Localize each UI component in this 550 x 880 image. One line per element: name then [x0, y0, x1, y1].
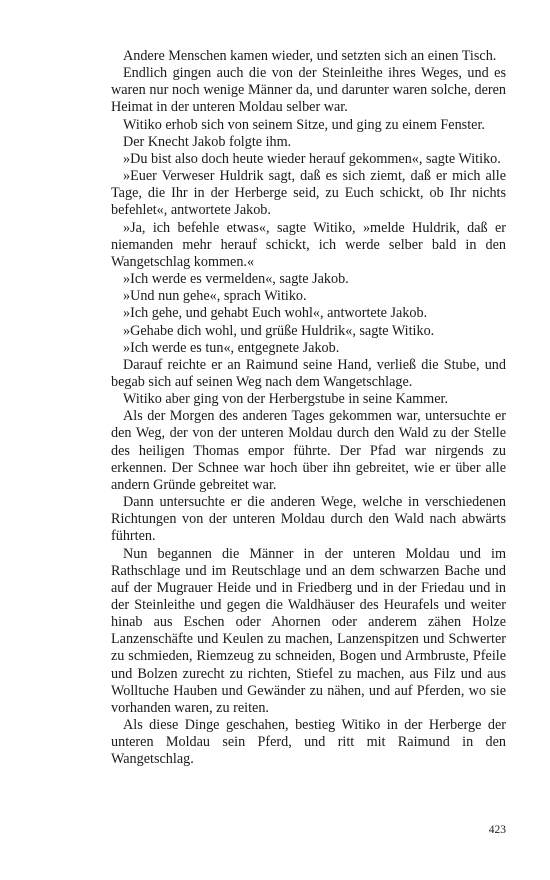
- paragraph: »Gehabe dich wohl, und grüße Huldrik«, sagte Witiko.: [123, 322, 435, 339]
- page-body-text: [111, 48, 506, 769]
- paragraph: Witiko aber ging von der Herbergstube in seine Kammer.: [123, 391, 448, 408]
- paragraph: Nun begannen die Männer in der unteren Moldau und im Rathschlage und im Reutschlage und an dem schwarzen Bache und auf der Mugrauer Heide und in Friedberg und in der Friedau und in der Steinleithe und gegen die Waldhäuser des Heurafels und weiter hinab aus Eschen oder Ahornen oder anderem zähen Holze Lanzenschäfte und Keulen zu machen, Lanzenspitzen und Schwerter zu schmieden, Riemzeug zu schneiden, Bogen und Armbruste, Pfeile und Bolzen zurecht zu richten, Stiefel zu machen, aus Filz und aus Wolltuche Hauben und Gewänder zu nähen, und auf Pferden, wo sie vorhanden waren, zu reiten.: [111, 545, 506, 716]
- paragraph: Endlich gingen auch die von der Steinleithe ihres Weges, und es waren nur noch wenige Männer da, und darunter waren solche, deren Heimat in der unteren Moldau selber war.: [111, 65, 506, 116]
- paragraph: Darauf reichte er an Raimund seine Hand, verließ die Stube, und begab sich auf seinen Weg nach dem Wangetschlage.: [111, 356, 506, 390]
- paragraph: Dann untersuchte er die anderen Wege, welche in verschiedenen Richtungen von der unteren Moldau durch den Wald nach abwärts führten.: [111, 494, 506, 545]
- paragraph: »Euer Verweser Huldrik sagt, daß es sich ziemt, daß er mich alle Tage, die Ihr in der Herberge seid, zu Euch schickt, ob Ihr nichts befehlet«, antwortete Jakob.: [111, 168, 506, 219]
- paragraph: »Und nun gehe«, sprach Witiko.: [123, 288, 307, 305]
- paragraph: »Ja, ich befehle etwas«, sagte Witiko, »melde Huldrik, daß er niemanden mehr herauf schickt, ich werde selber bald in den Wangetschlag kommen.«: [111, 219, 506, 270]
- paragraph: Als diese Dinge geschahen, bestieg Witiko in der Herberge der unteren Moldau sein Pferd, und ritt mit Raimund in den Wangetschlag.: [111, 717, 506, 768]
- paragraph: »Ich werde es tun«, entgegnete Jakob.: [123, 339, 340, 356]
- page-number: 423: [488, 824, 506, 836]
- paragraph: Der Knecht Jakob folgte ihm.: [123, 133, 292, 150]
- paragraph: »Ich werde es vermelden«, sagte Jakob.: [123, 271, 349, 288]
- paragraph: Andere Menschen kamen wieder, und setzten sich an einen Tisch.: [123, 48, 497, 64]
- paragraph: Als der Morgen des anderen Tages gekommen war, untersuchte er den Weg, der von der unteren Moldau durch den Wald zu der Stelle des heiligen Thomas empor führte. Der Pfad war nirgends zu erkennen. Der Schnee war hoch über ihn gebreitet, wie er über alle andern Gründe gebreitet war.: [111, 408, 506, 493]
- paragraph: Witiko erhob sich von seinem Sitze, und ging zu einem Fenster.: [123, 116, 485, 133]
- paragraph: »Ich gehe, und gehabt Euch wohl«, antwortete Jakob.: [123, 305, 428, 322]
- paragraph: »Du bist also doch heute wieder herauf gekommen«, sagte Witiko.: [123, 150, 501, 167]
